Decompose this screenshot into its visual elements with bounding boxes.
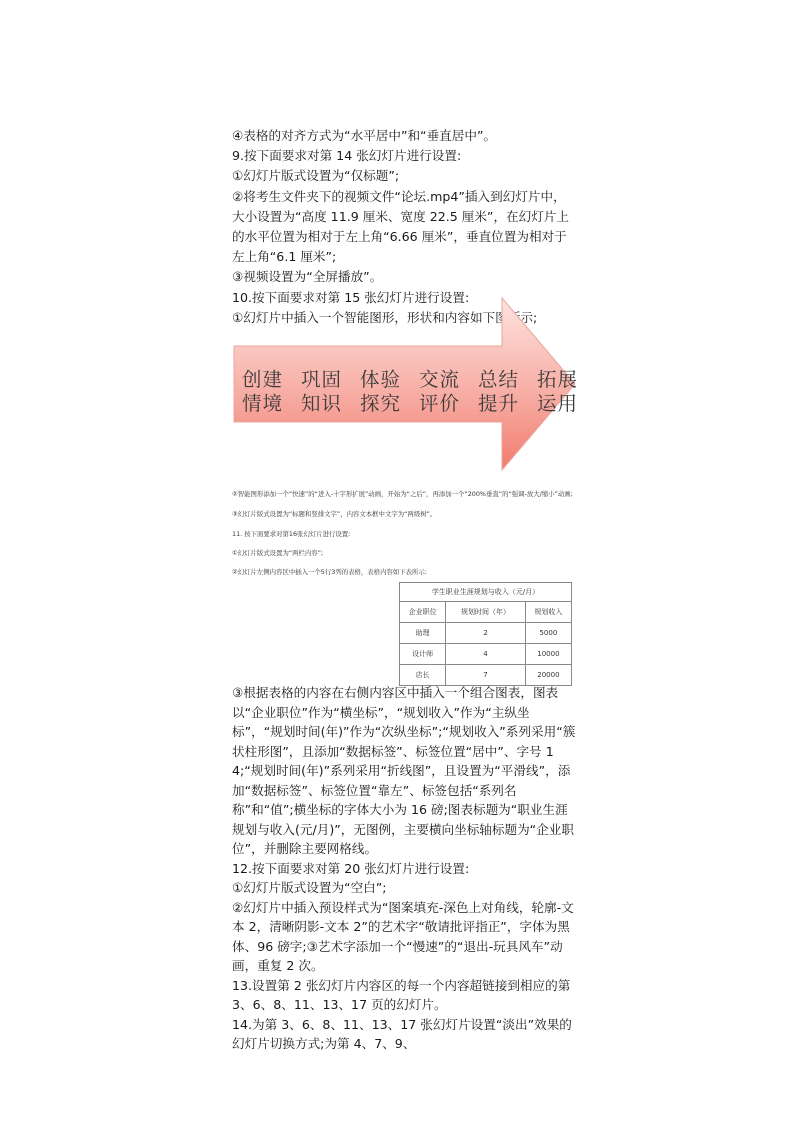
smartart-arrow: [232, 296, 577, 473]
text-line: ①幻灯片版式设置为“空白”;: [232, 880, 387, 895]
table-cell: 10000: [525, 644, 571, 665]
text-line: ②将考生文件夹下的视频文件“论坛.mp4”插入到幻灯片中，大小设置为“高度 11.9 厘米、宽度 22.5 厘米”，在幻灯片上的水平位置为相对于左上角“6.66 厘米”，垂直位置为相对于左上角“6.1 厘米”;: [232, 188, 570, 265]
smartart-word: 巩固: [301, 368, 343, 391]
text-line: ③根据表格的内容在右侧内容区中插入一个组合图表，图表以“企业职位”作为“横坐标”，“规划收入”作为“主纵坐标”，“规划时间(年)”作为“次纵坐标”;“规划收入”系列采用“簇状柱形图”，且添加“数据标签”、标签位置“居中”、字号 14;“规划时间(年)”系列采用“折线图”，且设置为“平滑线”，添加“数据标签”、标签位置“靠左”、标签包括“系列名称”和“值”;横坐标的字体大小为 16 磅;图表标题为“职业生涯规划与收入(元/月)”，无图例，主要横向坐标轴标题为“企业职位”，并删除主要网格线。: [232, 685, 576, 856]
smartart-word: 拓展: [537, 368, 579, 391]
smartart-word: 体验: [360, 368, 402, 391]
table-cell: 助理: [400, 623, 446, 644]
table-header: 规划收入: [525, 602, 571, 623]
table-cell: 20000: [525, 665, 571, 686]
table-cell: 5000: [525, 623, 571, 644]
table-cell: 设计师: [400, 644, 446, 665]
table-header: 规划时间（年）: [446, 602, 526, 623]
small-text-line: ②幻灯片左侧内容区中插入一个5行3列的表格，表格内容如下表所示:: [232, 568, 427, 576]
smartart-word: 探究: [360, 392, 402, 415]
smartart-word: 运用: [537, 392, 579, 415]
career-income-table: [399, 582, 572, 686]
table-caption: 学生职业生涯规划与收入（元/月）: [400, 583, 572, 602]
text-line: 12.按下面要求对第 20 张幻灯片进行设置:: [232, 860, 470, 876]
table-row: [400, 644, 572, 665]
smartart-row-2: [242, 388, 596, 416]
text-line: 13.设置第 2 张幻灯片内容区的每一个内容超链接到相应的第 3、6、8、11、13、17 页的幻灯片。: [232, 977, 571, 1012]
table-header: 企业职位: [400, 602, 446, 623]
small-text-line: ②智能图形添加一个“快速”的“进入-十字形扩展”动画，开始为“之后”，再添加一个“200%垂直”的“强调-放大/缩小”动画;: [232, 490, 573, 498]
text-line: ③视频设置为“全屏播放”。: [232, 269, 383, 285]
text-line: ①幻灯片版式设置为“仅标题”;: [232, 168, 400, 184]
table-cell: 7: [446, 665, 526, 686]
instructions-bottom: [232, 683, 577, 1054]
text-line: 9.按下面要求对第 14 张幻灯片进行设置:: [232, 148, 462, 164]
table-cell: 店长: [400, 665, 446, 686]
text-line: 14.为第 3、6、8、11、13、17 张幻灯片设置“淡出”效果的幻灯片切换方式;为第 4、7、9、: [232, 1016, 572, 1051]
small-text-line: 11. 按下面要求对第16张幻灯片进行设置:: [232, 530, 351, 538]
smartart-word: 创建: [242, 368, 284, 391]
text-line: ②幻灯片中插入预设样式为“图案填充-深色上对角线，轮廓-文本 2，清晰阴影-文本 2”的艺术字“敬请批评指正”，字体为黑体、96 磅字;③艺术字添加一个“慢速”的“退出-玩具风车”动画，重复 2 次。: [232, 899, 574, 973]
table-row: [400, 623, 572, 644]
text-line: 10.按下面要求对第 15 张幻灯片进行设置:: [232, 289, 470, 305]
smartart-word: 知识: [301, 392, 343, 415]
small-text-line: ③幻灯片版式设置为“标题和竖排文字”，内容文本框中文字为“两级树”。: [232, 510, 437, 518]
table-cell: 4: [446, 644, 526, 665]
text-line: ④表格的对齐方式为“水平居中”和“垂直居中”。: [232, 128, 497, 143]
smartart-word: 交流: [419, 368, 461, 391]
smartart-word: 总结: [478, 368, 520, 391]
small-text-line: ①幻灯片版式设置为“两栏内容”;: [232, 549, 324, 557]
table-cell: 2: [446, 623, 526, 644]
table-header-row: [400, 602, 572, 623]
smartart-word: 提升: [478, 392, 520, 415]
text-line: ①幻灯片中插入一个智能图形，形状和内容如下图所示;: [232, 309, 538, 325]
smartart-word: 评价: [419, 392, 461, 415]
smartart-word: 情境: [242, 392, 284, 415]
